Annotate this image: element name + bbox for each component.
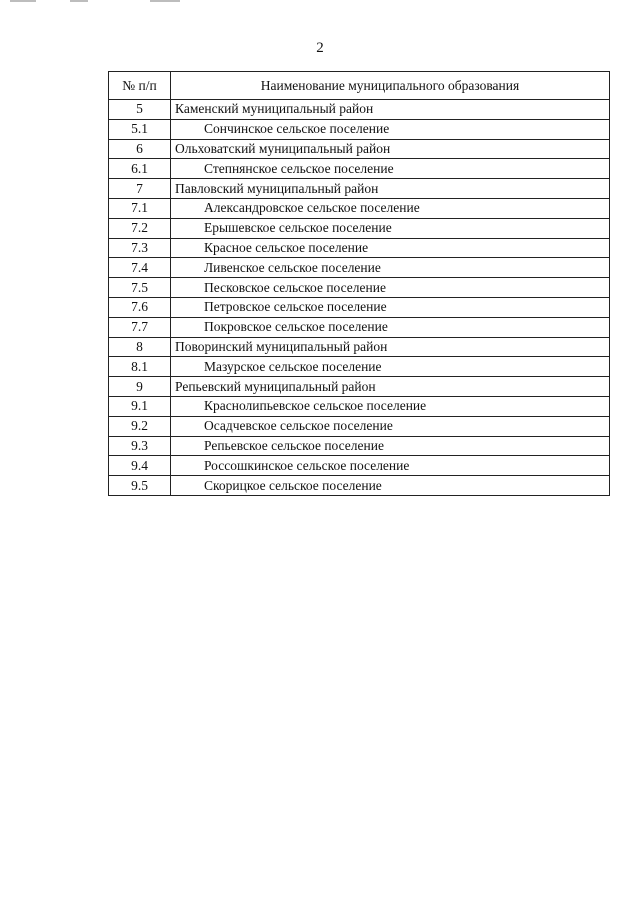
- settlement-name: Мазурское сельское поселение: [171, 357, 610, 377]
- row-number: 8.1: [109, 357, 171, 377]
- table-row: [109, 218, 610, 238]
- table-row: [109, 119, 610, 139]
- settlement-name: Ливенское сельское поселение: [171, 258, 610, 278]
- settlement-name: Песковское сельское поселение: [171, 278, 610, 298]
- table-row: [109, 337, 610, 357]
- settlement-name: Александровское сельское поселение: [171, 198, 610, 218]
- scan-artifact: [70, 0, 88, 2]
- row-number: 7.4: [109, 258, 171, 278]
- table-row: [109, 179, 610, 199]
- table-row: [109, 377, 610, 397]
- settlement-name: Ерышевское сельское поселение: [171, 218, 610, 238]
- row-number: 6.1: [109, 159, 171, 179]
- row-number: 7.3: [109, 238, 171, 258]
- row-number: 7.1: [109, 198, 171, 218]
- row-number: 7.2: [109, 218, 171, 238]
- row-number: 5: [109, 100, 171, 120]
- row-number: 9.4: [109, 456, 171, 476]
- row-number: 9.2: [109, 416, 171, 436]
- page-number: 2: [316, 40, 324, 56]
- table-header-row: [109, 72, 610, 100]
- table-row: [109, 100, 610, 120]
- table-row: [109, 396, 610, 416]
- settlement-name: Степнянское сельское поселение: [171, 159, 610, 179]
- table-row: [109, 416, 610, 436]
- table-row: [109, 357, 610, 377]
- municipality-table: [108, 71, 610, 496]
- table-row: [109, 159, 610, 179]
- row-number: 7: [109, 179, 171, 199]
- row-number: 9.5: [109, 476, 171, 496]
- table-row: [109, 456, 610, 476]
- table-body: [109, 100, 610, 496]
- district-name: Репьевский муниципальный район: [171, 377, 610, 397]
- row-number: 9.1: [109, 396, 171, 416]
- table-row: [109, 436, 610, 456]
- row-number: 6: [109, 139, 171, 159]
- table-row: [109, 278, 610, 298]
- table-row: [109, 317, 610, 337]
- table-row: [109, 198, 610, 218]
- table-row: [109, 297, 610, 317]
- settlement-name: Петровское сельское поселение: [171, 297, 610, 317]
- settlement-name: Покровское сельское поселение: [171, 317, 610, 337]
- table-row: [109, 476, 610, 496]
- row-number: 7.5: [109, 278, 171, 298]
- district-name: Поворинский муниципальный район: [171, 337, 610, 357]
- settlement-name: Красное сельское поселение: [171, 238, 610, 258]
- row-number: 7.6: [109, 297, 171, 317]
- district-name: Каменский муниципальный район: [171, 100, 610, 120]
- settlement-name: Сончинское сельское поселение: [171, 119, 610, 139]
- row-number: 9.3: [109, 436, 171, 456]
- row-number: 8: [109, 337, 171, 357]
- row-number: 7.7: [109, 317, 171, 337]
- scan-artifact: [10, 0, 36, 2]
- table-row: [109, 139, 610, 159]
- district-name: Павловский муниципальный район: [171, 179, 610, 199]
- district-name: Ольховатский муниципальный район: [171, 139, 610, 159]
- table-row: [109, 258, 610, 278]
- settlement-name: Краснолипьевское сельское поселение: [171, 396, 610, 416]
- scan-artifact: [150, 0, 180, 2]
- settlement-name: Репьевское сельское поселение: [171, 436, 610, 456]
- settlement-name: Осадчевское сельское поселение: [171, 416, 610, 436]
- settlement-name: Скорицкое сельское поселение: [171, 476, 610, 496]
- column-header-name: Наименование муниципального образования: [171, 72, 610, 100]
- row-number: 5.1: [109, 119, 171, 139]
- row-number: 9: [109, 377, 171, 397]
- settlement-name: Россошкинское сельское поселение: [171, 456, 610, 476]
- column-header-number: № п/п: [109, 72, 171, 100]
- table-row: [109, 238, 610, 258]
